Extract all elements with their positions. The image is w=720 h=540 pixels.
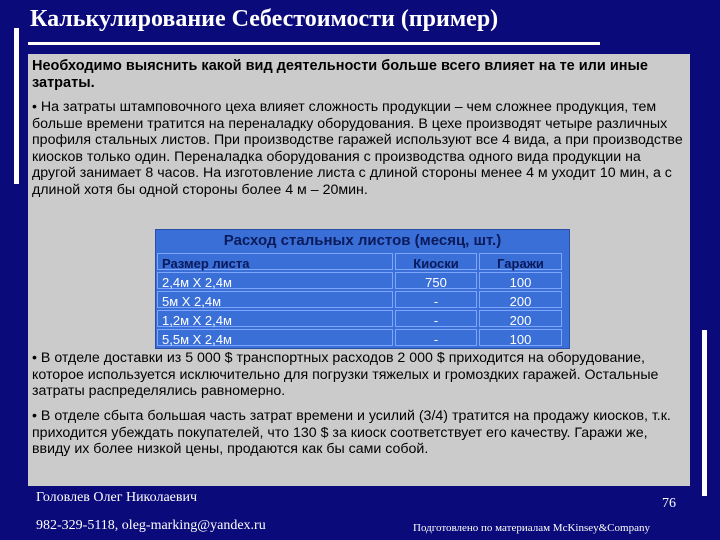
title-underline <box>28 42 600 45</box>
cell-kiosks: - <box>395 310 477 327</box>
steel-sheets-table <box>155 229 570 349</box>
intro-text: Необходимо выяснить какой вид деятельности больше всего влияет на те или иные затраты. <box>32 58 648 91</box>
cell-size: 5м Х 2,4м <box>157 291 393 308</box>
column-header-kiosks: Киоски <box>395 253 477 270</box>
left-accent-bar <box>14 28 19 184</box>
table-row <box>156 328 569 347</box>
cell-garages: 200 <box>479 310 562 327</box>
table-header-row <box>156 252 569 271</box>
cell-garages: 100 <box>479 329 562 346</box>
right-accent-bar <box>702 330 707 496</box>
paragraph-delivery: • В отделе доставки из 5 000 $ транспортных расходов 2 000 $ приходится на оборудование, которое используется исключительно для погрузки тяжелых и громоздких гаражей. Остальные затраты распределялись равномерно. <box>32 350 659 400</box>
table-row <box>156 271 569 290</box>
column-header-garages: Гаражи <box>479 253 562 270</box>
table-row <box>156 290 569 309</box>
table-row <box>156 309 569 328</box>
column-header-size: Размер листа <box>157 253 393 270</box>
content-panel <box>28 54 690 486</box>
cell-size: 2,4м Х 2,4м <box>157 272 393 289</box>
cell-size: 1,2м Х 2,4м <box>157 310 393 327</box>
cell-garages: 200 <box>479 291 562 308</box>
footer-author: Головлев Олег Николаевич <box>36 490 198 505</box>
page-number: 76 <box>662 496 676 511</box>
table-title: Расход стальных листов (месяц, шт.) <box>223 232 502 249</box>
cell-garages: 100 <box>479 272 562 289</box>
cell-kiosks: 750 <box>395 272 477 289</box>
cell-size: 5,5м Х 2,4м <box>157 329 393 346</box>
footer-credit: Подготовлено по материалам McKinsey&Company <box>413 522 650 534</box>
paragraph-stamping: • На затраты штамповочного цеха влияет сложность продукции – чем сложнее продукция, тем больше времени тратится на переналадку оборудования. В цехе производят четыре различных профиля стальных листов. При производстве гаражей используют все 4 вида, а при производстве киосков только один. Переналадка оборудования с производства одного вида продукции на другой занимает 8 часов. На изготовление листа с длиной стороны менее 4 м уходит 10 мин, а с длиной хотя бы одной стороны более 4 м – 20мин. <box>32 99 683 198</box>
footer-contact: 982-329-5118, oleg-marking@yandex.ru <box>36 518 266 533</box>
cell-kiosks: - <box>395 291 477 308</box>
paragraph-sales: • В отделе сбыта большая часть затрат времени и усилий (3/4) тратится на продажу киосков, т.к. приходится убеждать покупателей, что 130 $ за киоск соответствует его качеству. Гаражи же, ввиду их более низкой цены, продаются как бы сами собой. <box>32 408 671 458</box>
page-title: Калькулирование Себестоимости (пример) <box>30 6 499 32</box>
cell-kiosks: - <box>395 329 477 346</box>
